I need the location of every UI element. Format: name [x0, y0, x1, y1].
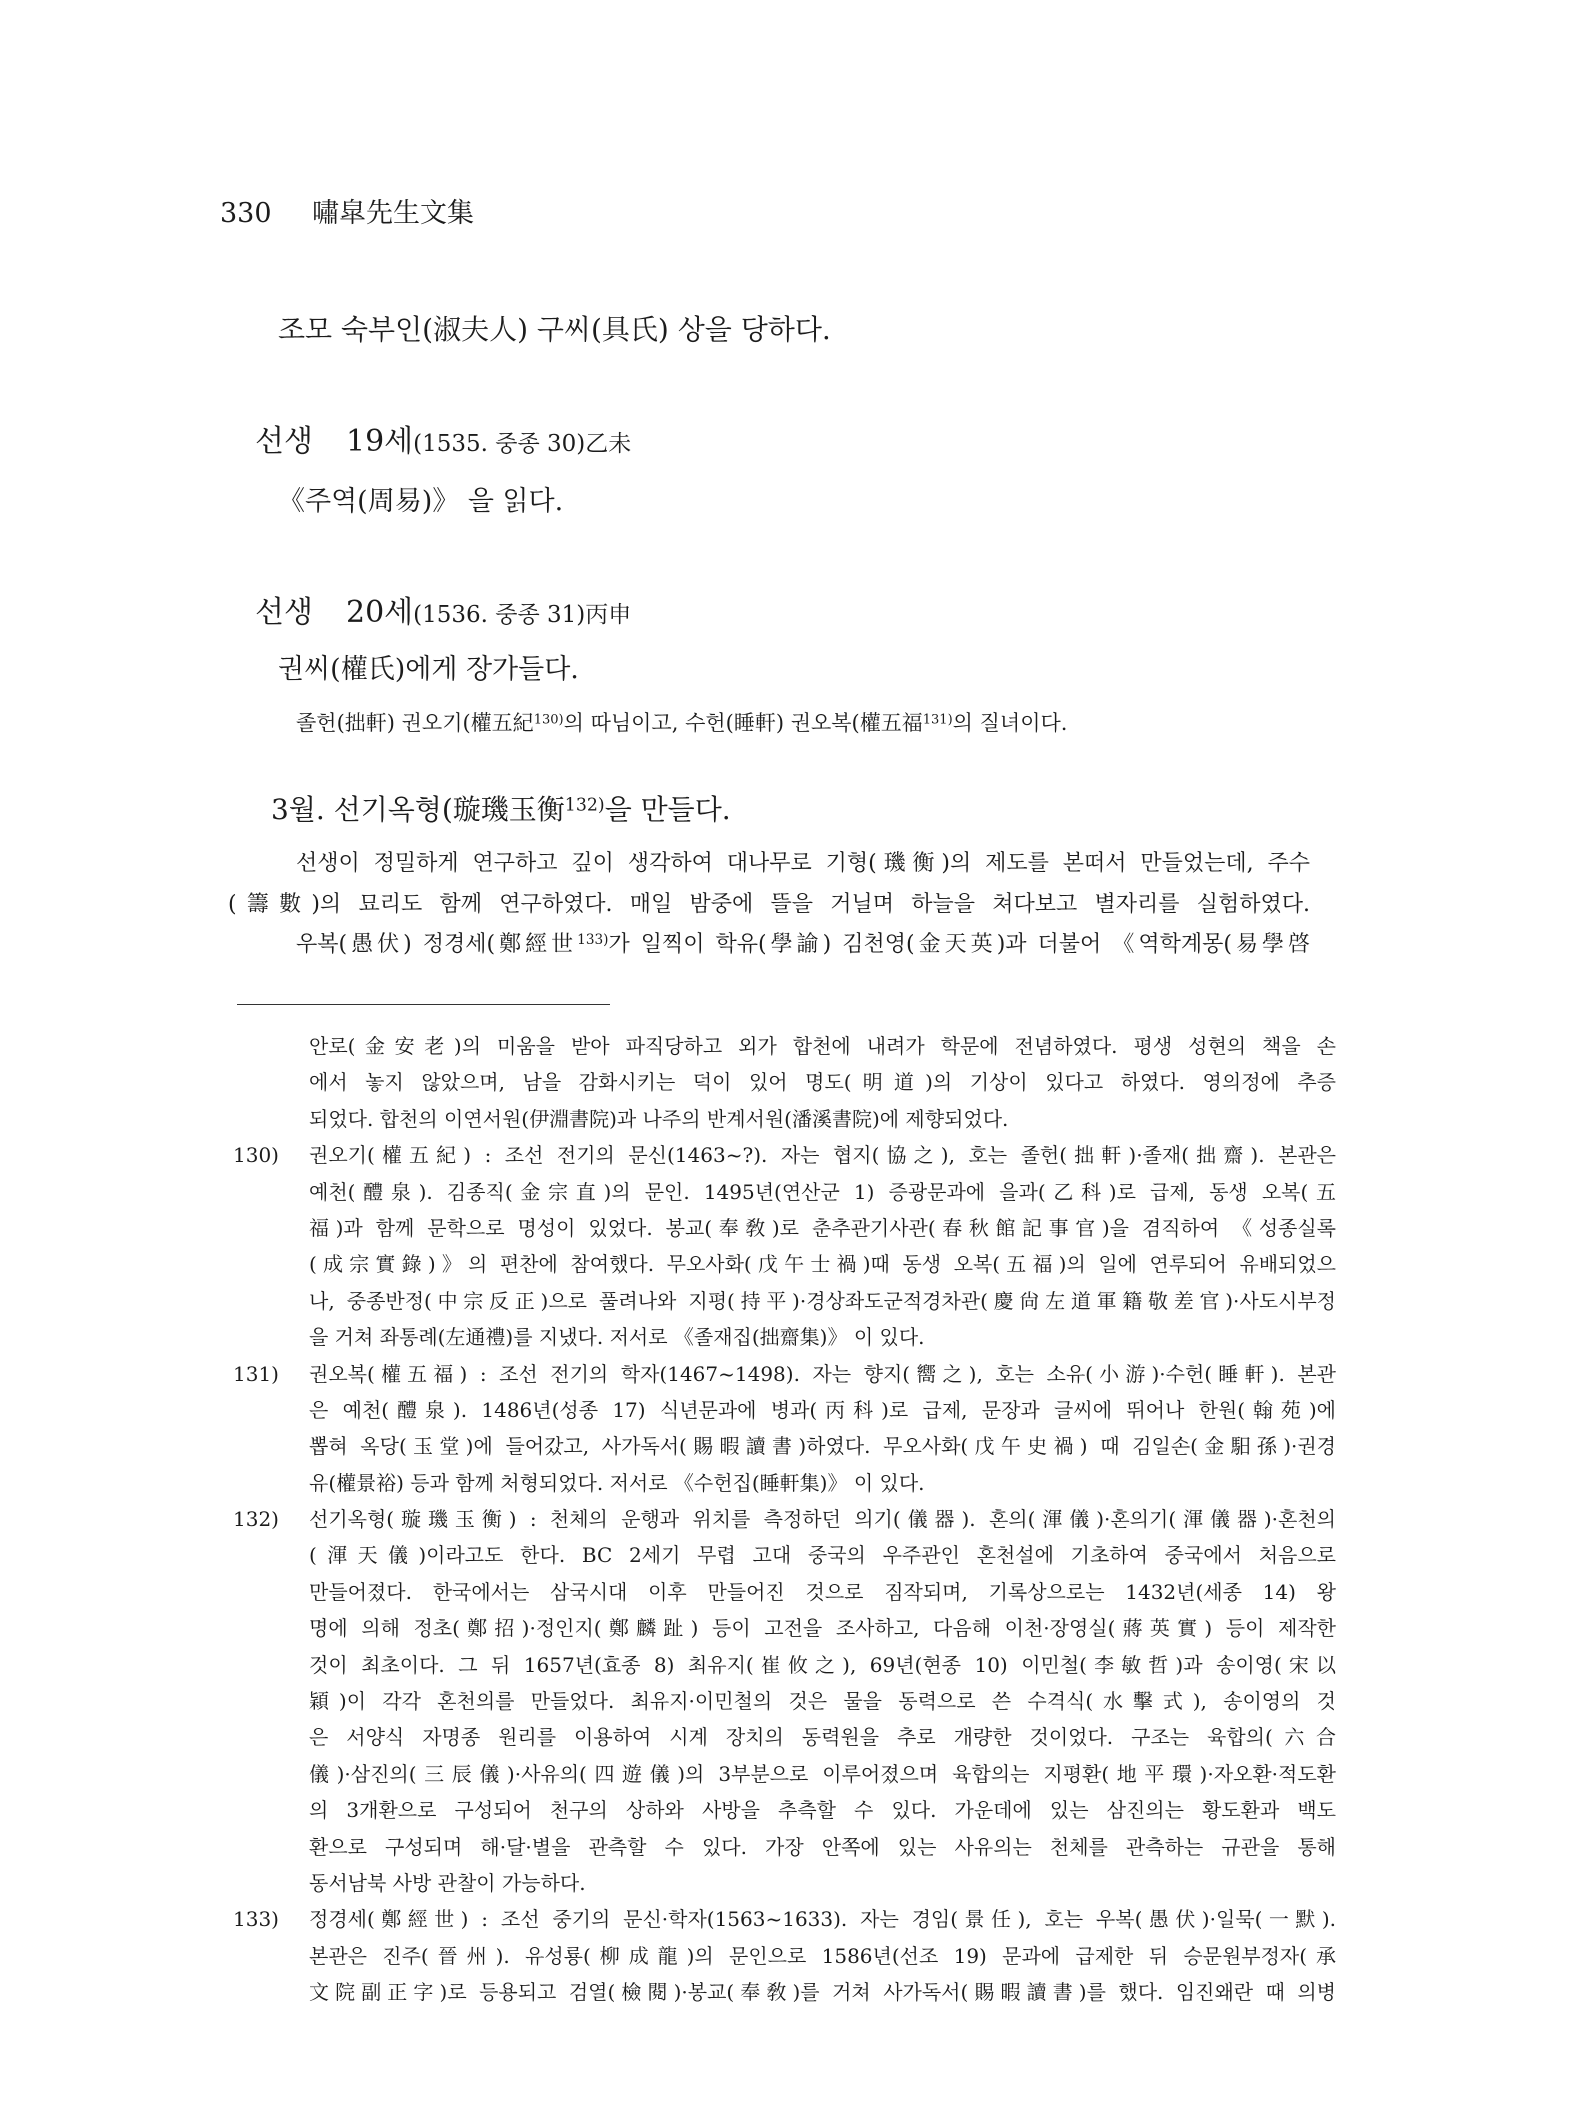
- footnote-line: 것이 최초이다. 그 뒤 1657년(효종 8) 최유지(崔攸之), 69년(현종 10) 이민철(李敏哲)과 송이영(宋以: [309, 1652, 1336, 1677]
- footnote-line: 은 예천(醴泉). 1486년(성종 17) 식년문과에 병과(丙科)로 급제, 문장과 글씨에 뛰어나 한원(翰苑)에: [309, 1397, 1336, 1422]
- footnote-line: 명에 의해 정초(鄭招)·정인지(鄭麟趾) 등이 고전을 조사하고, 다음해 이천·장영실(蔣英實) 등이 제작한: [309, 1616, 1336, 1641]
- paragraph-text: 가 일찍이 학유(學諭) 김천영(金天英)과 더불어 《역학계몽(易學啓: [608, 932, 1310, 957]
- entry-text: 3월. 선기옥형(璇璣玉衡: [271, 793, 565, 826]
- year-heading-detail: (1536. 중종 31)丙申: [413, 602, 632, 628]
- note-text: 의 따님이고, 수헌(睡軒) 권오복(權五福: [563, 711, 923, 735]
- note-text: 의 질녀이다.: [952, 711, 1068, 735]
- entry-marriage: 권씨(權氏)에게 장가들다.: [278, 654, 579, 685]
- footnote-line: 은 서양식 자명종 원리를 이용하여 시계 장치의 동력원을 추로 개량한 것이었다. 구조는 육합의(六合: [309, 1725, 1336, 1750]
- entry-text: 을 만들다.: [604, 793, 731, 826]
- footnote-text: 선기옥형(璇璣玉衡) : 천체의 운행과 위치를 측정하던 의기(儀器). 혼의(渾儀)·혼의기(渾儀器)·혼천의: [309, 1507, 1336, 1532]
- footnote-line: 유(權景裕) 등과 함께 처형되었다. 저서로 《수헌집(睡軒集)》 이 있다.: [309, 1470, 925, 1495]
- footnote-line: [233, 1137, 1336, 1173]
- paragraph-line: 선생이 정밀하게 연구하고 깊이 생각하여 대나무로 기형(璣衡)의 제도를 본떠서 만들었는데, 주수: [296, 851, 1310, 876]
- footnote-line: (渾天儀)이라고도 한다. BC 2세기 무렵 고대 중국의 우주관인 혼천설에 기초하여 중국에서 처음으로: [309, 1543, 1336, 1568]
- footnote-number: 131): [233, 1361, 279, 1386]
- footnote-line: 의 3개환으로 구성되어 천구의 상하와 사방을 추측할 수 있다. 가운데에 있는 삼진의는 황도환과 백도: [309, 1798, 1336, 1823]
- book-title: 嘯皐先生文集: [312, 198, 474, 229]
- footnote-text: 권오기(權五紀) : 조선 전기의 문신(1463~?). 자는 협지(協之), 호는 졸헌(拙軒)·졸재(拙齋). 본관은: [309, 1143, 1336, 1168]
- footnote-line: 안로(金安老)의 미움을 받아 파직당하고 외가 합천에 내려가 학문에 전념하였다. 평생 성현의 책을 손: [309, 1034, 1336, 1058]
- footnote-ref: 130): [533, 712, 564, 728]
- footnote-number: 130): [233, 1143, 279, 1168]
- footnote-line: 儀)·삼진의(三辰儀)·사유의(四遊儀)의 3부분으로 이루어졌으며 육합의는 지평환(地平環)·자오환·적도환: [309, 1761, 1336, 1786]
- footnote-number: 132): [233, 1507, 279, 1532]
- footnote-line: 본관은 진주(晉州). 유성룡(柳成龍)의 문인으로 1586년(선조 19) 문과에 급제한 뒤 승문원부정자(承: [309, 1943, 1336, 1968]
- year-heading-age-19: [255, 420, 631, 468]
- footnote-ref: 132): [564, 795, 605, 816]
- footnote-line: [233, 1501, 1336, 1537]
- footnote-line: 환으로 구성되며 해·달·별을 관측할 수 있다. 가장 안쪽에 있는 사유의는 천체를 관측하는 규관을 통해: [309, 1834, 1336, 1859]
- year-heading-label: 선생: [255, 424, 313, 459]
- running-header: [220, 196, 474, 232]
- footnote-line: 穎)이 각각 혼천의를 만들었다. 최유지·이민철의 것은 물을 동력으로 쓴 수격식(水擊式), 송이영의 것: [309, 1689, 1336, 1714]
- paragraph-line: [296, 925, 1310, 966]
- footnote-ref: 133): [577, 932, 609, 949]
- footnote-line: 福)과 함께 문학으로 명성이 있었다. 봉교(奉敎)로 춘추관기사관(春秋館記事官)을 겸직하여 《성종실록: [309, 1215, 1336, 1240]
- footnote-line: 동서남북 사방 관찰이 가능하다.: [309, 1870, 586, 1895]
- page-number: 330: [220, 198, 272, 229]
- year-heading-detail: (1535. 중종 30)乙未: [413, 431, 632, 457]
- year-heading-label: 선생: [255, 595, 313, 630]
- entry-read-zhouyi: 《주역(周易)》 을 읽다.: [278, 486, 564, 517]
- footnote-line: 을 거쳐 좌통례(左通禮)를 지냈다. 저서로 《졸재집(拙齋集)》 이 있다.: [309, 1325, 925, 1350]
- footnote-line: 예천(醴泉). 김종직(金宗直)의 문인. 1495년(연산군 1) 증광문과에 을과(乙科)로 급제, 동생 오복(五: [309, 1179, 1336, 1204]
- footnote-ref: 131): [922, 712, 953, 728]
- footnote-line: 되었다. 합천의 이연서원(伊淵書院)과 나주의 반계서원(潘溪書院)에 제향되었다.: [309, 1106, 1009, 1131]
- year-heading-age-20: [255, 591, 631, 639]
- footnote-number: 133): [233, 1907, 279, 1932]
- note-text: 졸헌(拙軒) 권오기(權五紀: [296, 711, 534, 735]
- footnotes: [233, 1028, 1336, 2011]
- footnote-line: [233, 1356, 1336, 1392]
- footnote-line: 만들어졌다. 한국에서는 삼국시대 이후 만들어진 것으로 짐작되며, 기록상으로는 1432년(세종 14) 왕: [309, 1579, 1336, 1604]
- footnote-text: 정경세(鄭經世) : 조선 중기의 문신·학자(1563~1633). 자는 경임(景任), 호는 우복(愚伏)·일묵(一默).: [309, 1907, 1336, 1932]
- paragraph-line: (籌數)의 묘리도 함께 연구하였다. 매일 밤중에 뜰을 거닐며 하늘을 쳐다보고 별자리를 실험하였다.: [228, 892, 1310, 917]
- marriage-note: [296, 705, 1067, 741]
- year-heading-age: 19세: [346, 424, 414, 459]
- footnote-line: 에서 놓지 않았으며, 남을 감화시키는 덕이 있어 명도(明道)의 기상이 있다고 하였다. 영의정에 추증: [309, 1070, 1336, 1095]
- year-heading-age: 20세: [346, 595, 414, 630]
- entry-armillary-sphere: [271, 788, 731, 832]
- paragraph-text: 우복(愚伏) 정경세(鄭經世: [296, 932, 578, 957]
- footnote-divider: [237, 1004, 610, 1005]
- entry-grandmother-funeral: 조모 숙부인(淑夫人) 구씨(具氏) 상을 당하다.: [278, 313, 831, 346]
- footnote-line: 나, 중종반정(中宗反正)으로 풀려나와 지평(持平)·경상좌도군적경차관(慶尙左道軍籍敬差官)·사도시부정: [309, 1288, 1336, 1313]
- footnote-line: (成宗實錄)》의 편찬에 참여했다. 무오사화(戊午士禍)때 동생 오복(五福)의 일에 연루되어 유배되었으: [309, 1252, 1336, 1277]
- footnote-line: 文院副正字)로 등용되고 검열(檢閱)·봉교(奉敎)를 거쳐 사가독서(賜暇讀書)를 했다. 임진왜란 때 의병: [309, 1980, 1336, 2005]
- footnote-text: 권오복(權五福) : 조선 전기의 학자(1467~1498). 자는 향지(嚮之), 호는 소유(小游)·수헌(睡軒). 본관: [309, 1361, 1336, 1386]
- footnote-line: [233, 1901, 1336, 1937]
- footnote-line: 뽑혀 옥당(玉堂)에 들어갔고, 사가독서(賜暇讀書)하였다. 무오사화(戊午史禍) 때 김일손(金馹孫)·권경: [309, 1434, 1336, 1459]
